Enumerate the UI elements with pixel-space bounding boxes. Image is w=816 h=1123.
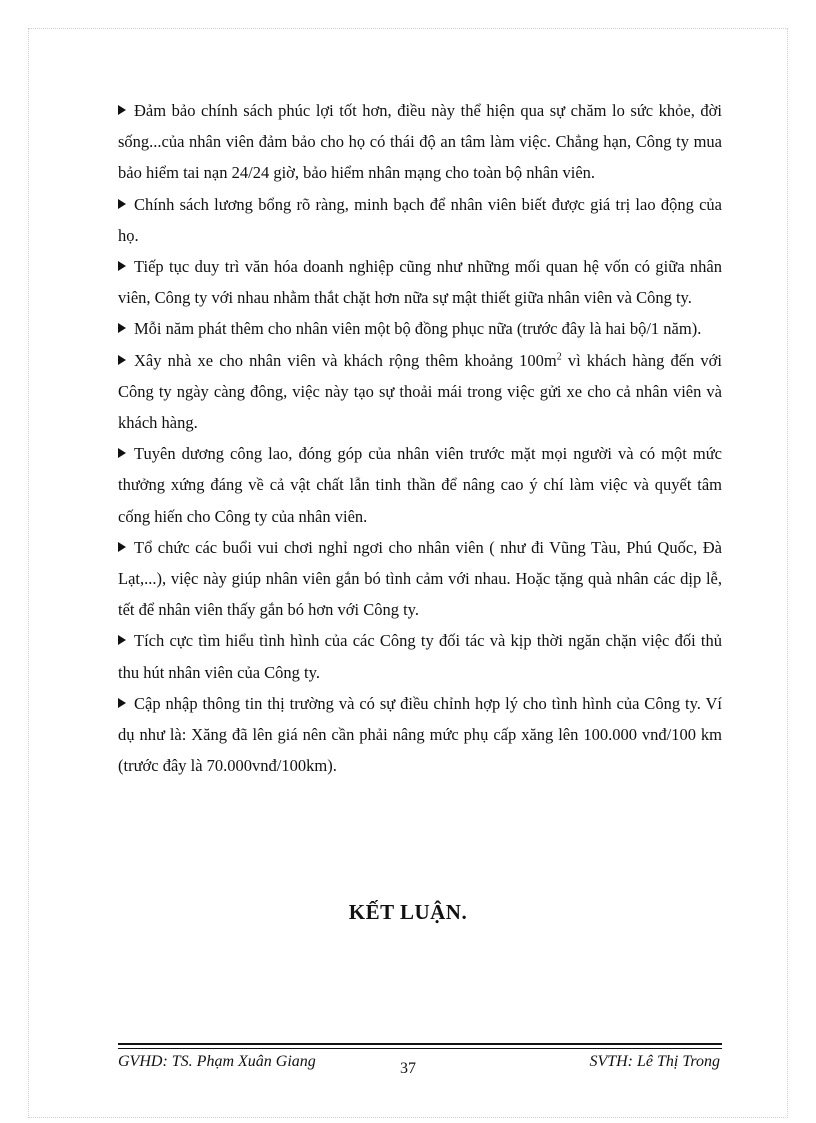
footer-advisor: GVHD: TS. Phạm Xuân Giang: [118, 1053, 316, 1070]
arrow-bullet-icon: [118, 323, 126, 333]
paragraph: [118, 438, 722, 532]
paragraph-text: vì khách hàng đến với Công ty ngày càng đông, việc này tạo sự thoải mái trong việc gửi xe cho cả nhân viên và khách hàng.: [118, 350, 722, 433]
arrow-bullet-icon: [118, 355, 126, 365]
body-text: [118, 95, 722, 781]
paragraph: [118, 251, 722, 313]
arrow-bullet-icon: [118, 105, 126, 115]
footer-rule: [118, 1043, 722, 1045]
arrow-bullet-icon: [118, 448, 126, 458]
arrow-bullet-icon: [118, 635, 126, 645]
arrow-bullet-icon: [118, 261, 126, 271]
paragraph-text: Cập nhập thông tin thị trường và có sự điều chỉnh hợp lý cho tình hình của Công ty. Ví dụ như là: Xăng đã lên giá nên cần phải nâng mức phụ cấp xăng lên 100.000 vnđ/100 km (trước đây là 70.000vnđ/100km).: [118, 693, 722, 776]
arrow-bullet-icon: [118, 698, 126, 708]
paragraph-text: Tuyên dương công lao, đóng góp của nhân viên trước mặt mọi người và có một mức thưởng xứng đáng về cả vật chất lẫn tinh thần để nâng cao ý chí làm việc và quyết tâm cống hiến cho Công ty của nhân viên.: [118, 444, 722, 526]
paragraph-text: Tổ chức các buổi vui chơi nghỉ ngơi cho nhân viên ( như đi Vũng Tàu, Phú Quốc, Đà Lạt,...), việc này giúp nhân viên gắn bó tình cảm với nhau. Hoặc tặng quà nhân các dịp lễ, tết để nhân viên thấy gắn bó hơn với Công ty.: [118, 537, 722, 620]
footer-rule-thin: [118, 1048, 722, 1049]
paragraph: [118, 95, 722, 189]
conclusion-heading: KẾT LUẬN.: [348, 900, 468, 924]
paragraph-text: Xây nhà xe cho nhân viên và khách rộng thêm khoảng 100m: [134, 350, 557, 370]
paragraph: [118, 688, 722, 782]
paragraph: [118, 345, 722, 439]
paragraph-text: Mỗi năm phát thêm cho nhân viên một bộ đồng phục nữa (trước đây là hai bộ/1 năm).: [134, 319, 702, 339]
paragraph-text: Tích cực tìm hiểu tình hình của các Công ty đối tác và kịp thời ngăn chặn việc đối thủ thu hút nhân viên của Công ty.: [118, 631, 722, 682]
paragraph-text: Chính sách lương bổng rõ ràng, minh bạch để nhân viên biết được giá trị lao động của họ.: [118, 194, 722, 245]
superscript: 2: [556, 351, 562, 363]
page-number: 37: [400, 1060, 416, 1077]
arrow-bullet-icon: [118, 199, 126, 209]
paragraph: [118, 313, 722, 344]
paragraph: [118, 189, 722, 251]
footer-student: SVTH: Lê Thị Trong: [589, 1053, 720, 1070]
arrow-bullet-icon: [118, 542, 126, 552]
paragraph: [118, 532, 722, 626]
paragraph: [118, 625, 722, 687]
paragraph-text: Đảm bảo chính sách phúc lợi tốt hơn, điều này thể hiện qua sự chăm lo sức khỏe, đời sống...của nhân viên đảm bảo cho họ có thái độ an tâm làm việc. Chẳng hạn, Công ty mua bảo hiểm tai nạn 24/24 giờ, bảo hiểm nhân mạng cho toàn bộ nhân viên.: [118, 101, 722, 183]
paragraph-text: Tiếp tục duy trì văn hóa doanh nghiệp cũng như những mối quan hệ vốn có giữa nhân viên, Công ty với nhau nhằm thắt chặt hơn nữa sự mật thiết giữa nhân viên và Công ty.: [118, 257, 722, 308]
